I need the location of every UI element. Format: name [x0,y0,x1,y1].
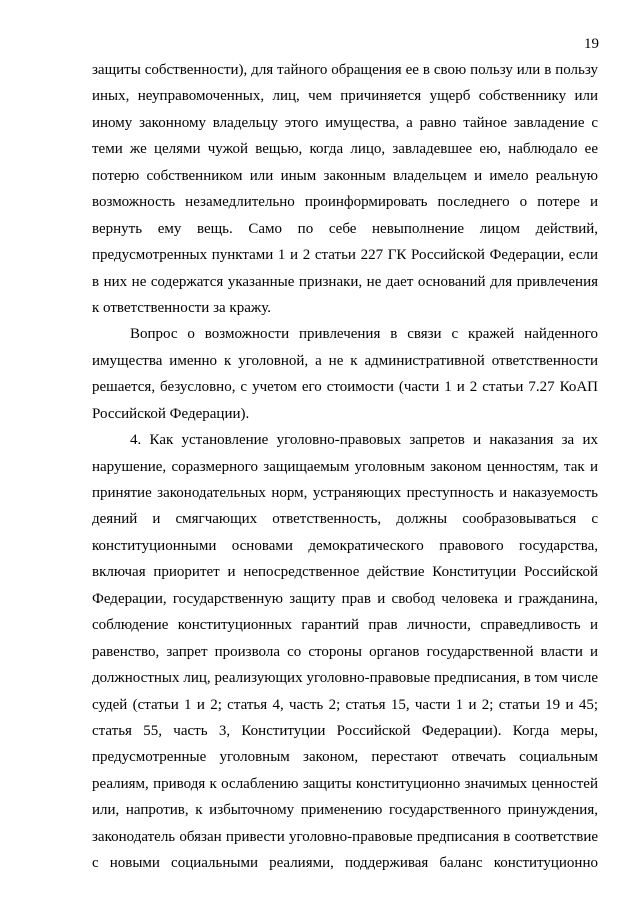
text-line: к ответственности за кражу. [92,299,271,316]
text-line: Вопрос о возможности привлечения в связи с кражей найденного [130,326,598,343]
text-line: конституционными основами демократического правового государства, [92,537,598,554]
text-line: Российской Федерации). [92,405,250,422]
text-line: возможность незамедлительно проинформировать последнего о потере и [92,194,598,211]
text-line: иному законному владельцу этого имущества, а равно тайное завладение с [92,114,598,131]
text-line: защиты собственности), для тайного обращения ее в свою пользу или в пользу [92,62,598,78]
text-line: теми же целями чужой вещью, когда лицо, завладевшее ею, наблюдало ее [92,141,598,158]
text-line: потерю собственником или иным законным владельцем и имело реальную [92,167,598,184]
text-line: 4. Как установление уголовно-правовых запретов и наказания за их [130,432,598,449]
text-line: в них не содержатся указанные признаки, не дает оснований для привлечения [92,273,598,290]
text-line: судей (статьи 1 и 2; статья 4, часть 2; статья 15, части 1 и 2; статьи 19 и 45; [92,696,598,713]
page-number: 19 [584,36,599,52]
text-line: равенство, запрет произвола со стороны органов государственной власти и [92,643,598,660]
text-line: предусмотренные уголовным законом, перестают отвечать социальным [92,749,598,766]
text-line: предусмотренных пунктами 1 и 2 статьи 227 ГК Российской Федерации, если [92,247,598,264]
text-line: соблюдение конституционных гарантий прав личности, справедливость и [92,617,598,634]
text-line: реалиям, приводя к ослаблению защиты конституционно значимых ценностей [92,775,598,792]
text-line: законодатель обязан привести уголовно-правовые предписания в соответствие [92,828,598,845]
text-line: принятие законодательных норм, устраняющих преступность и наказуемость [92,485,598,501]
text-line: решается, безусловно, с учетом его стоимости (части 1 и 2 статьи 7.27 КоАП [92,379,598,396]
text-line: статья 55, часть 3, Конституции Российской Федерации). Когда меры, [92,722,598,739]
text-line: вернуть ему вещь. Само по себе невыполнение лицом действий, [92,220,598,237]
document-body [92,57,598,877]
text-line: или, напротив, к избыточному применению государственного принуждения, [92,802,598,819]
text-line: Федерации, государственную защиту прав и свобод человека и гражданина, [92,590,598,607]
text-line: нарушение, соразмерного защищаемым уголовным законом ценностям, так и [92,458,598,475]
text-line: иных, неуправомоченных, лиц, чем причиняется ущерб собственнику или [92,88,598,105]
text-line: включая приоритет и непосредственное действие Конституции Российской [92,564,598,581]
text-line: имущества именно к уголовной, а не к административной ответственности [92,352,598,369]
text-line: деяний и смягчающих ответственность, должны сообразовываться с [92,511,598,528]
text-line: должностных лиц, реализующих уголовно-правовые предписания, в том числе [92,670,598,687]
text-line: с новыми социальными реалиями, поддерживая баланс конституционно [92,855,598,872]
